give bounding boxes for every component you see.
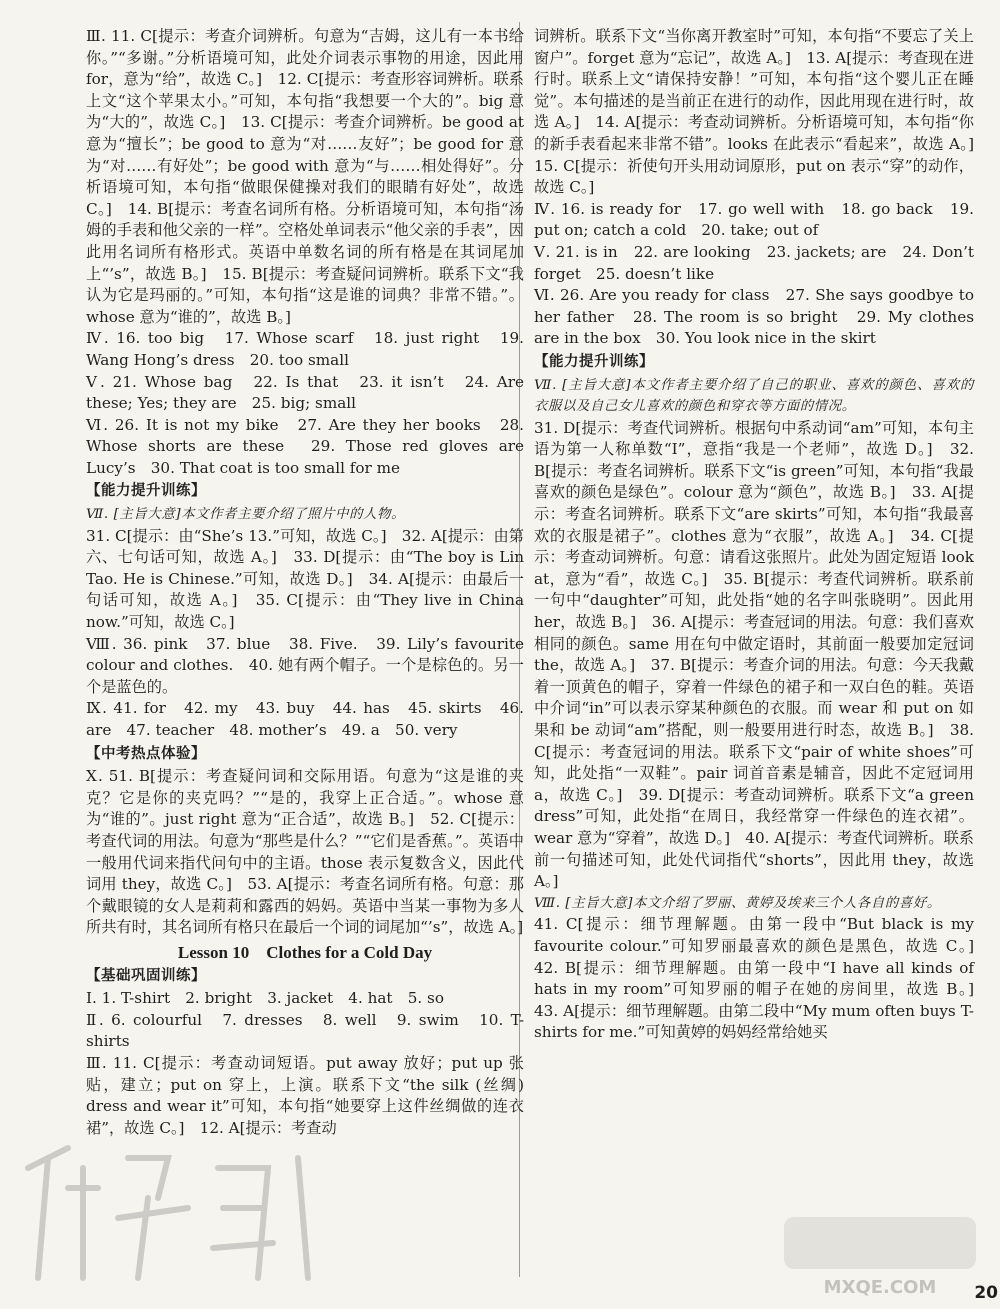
- answer-paragraph: Ⅰ. 1. T-shirt 2. bright 3. jacket 4. hat 5. so: [86, 989, 444, 1008]
- section-heading: 【基础巩固训练】: [86, 967, 206, 984]
- section-heading: 【中考热点体验】: [86, 745, 206, 762]
- answer-paragraph: 31. C[提示：由“She’s 13.”可知，故选 C。] 32. A[提示：由第六、七句话可知，故选 A。] 33. D[提示：由“The boy is Lin Tao. He is Chinese.”可知，故选 D。] 34. A[提示：由最后一句话可知，故选 A。] 35. C[提示：由“They live in China now.”可知，故选 C。]: [86, 526, 525, 632]
- handwriting-watermark-icon: [8, 1128, 338, 1288]
- answer-paragraph: Ⅹ. 51. B[提示：考查疑问词和交际用语。句意为“这是谁的夹克？它是你的夹克吗？”“是的，我穿上正合适。”。whose 意为“谁的”。just right 意为“正合适”，故选 B。] 52. C[提示：考查代词的用法。句意为“那些是什么？”“它们是香蕉。”。英语中一般用代词来指代问句中的主语。those 表示复数含义，因此代词用 they，故选 C。] 53. A[提示：考查名词所有格。句意：那个戴眼镜的女人是莉莉和露西的妈妈。英语中当某一事物为多人所共有时，其名词所有格只在最后一个词的词尾加“’s”，故选 A。]: [86, 767, 524, 937]
- answer-paragraph: Ⅲ. 11. C[提示：考查介词辨析。句意为“吉姆，这儿有一本书给你。”“多谢。”分析语境可知，此处介词表示事物的用途，因此用 for，意为“给”，故选 C。] 12. C[提示：考查形容词辨析。联系上文“这个苹果太小。”可知，本句指“我想要一个大的”。big 意为“大的”，故选 C。] 13. C[提示：考查介词辨析。be good at 意为“擅长”；be good to 意为“对……友好”；be good for 意为“对……有好处”；be good with 意为“与……相处得好”。分析语境可知，本句指“做眼保健操对我们的眼睛有好处”，故选 C。] 14. B[提示：考查名词所有格。分析语境可知，本句指“汤姆的手表和他父亲的一样”。空格处单词表示“他父亲的手表”，因此用名词所有格形式。英语中单数名词的所有格是在其词尾加上“’s”，故选 B。] 15. B[提示：考查疑问词辨析。联系下文“我认为它是玛丽的。”可知，本句指“这是谁的词典？非常不错。”。whose 意为“谁的”，故选 B。]: [86, 27, 524, 326]
- main-idea-paragraph: Ⅶ. [主旨大意]本文作者主要介绍了自己的职业、喜欢的颜色、喜欢的衣服以及自己女儿喜欢的颜色和穿衣等方面的情况。: [534, 377, 974, 415]
- section-heading: 【能力提升训练】: [86, 483, 206, 500]
- answer-paragraph: Ⅵ. 26. Are you ready for class 27. She says goodbye to her father 28. The room is so bright 29. My clothes are in the box 30. You look nice in the skirt: [534, 286, 974, 348]
- answer-paragraph: Ⅴ. 21. is in 22. are looking 23. jackets; are 24. Don’t forget 25. doesn’t like: [534, 242, 974, 283]
- answer-paragraph: 41. C[提示：细节理解题。由第一段中“But black is my favourite colour.”可知罗丽最喜欢的颜色是黑色，故选 C。] 42. B[提示：细节理解题。由第一段中“I have all kinds of hats in my room”可知罗丽的帽子在她的房间里，故选 B。] 43. A[提示：细节理解题。由第二段中“My mum often buys T-shirts for me.”可知黄婷的妈妈经常给她买: [534, 915, 990, 1042]
- main-idea-paragraph: Ⅷ. [主旨大意]本文介绍了罗丽、黄婷及埃来三个人各自的喜好。: [534, 895, 941, 911]
- answer-paragraph: Ⅳ. 16. is ready for 17. go well with 18. go back 19. put on; catch a cold 20. take; out of: [534, 199, 974, 240]
- answer-paragraph: 31. D[提示：考查代词辨析。根据句中系动词“am”可知，本句主语为第一人称单数“I”，意指“我是一个老师”，故选 D。] 32. B[提示：考查名词辨析。联系下文“is green”可知，本句指“我最喜欢的颜色是绿色”。colour 意为“颜色”，故选 B。] 33. A[提示：考查名词辨析。联系下文“are skirts”可知，本句指“我最喜欢的衣服是裙子”。clothes 意为“衣服”，故选 A。] 34. C[提示：考查动词辨析。句意：请看这张照片。此处为固定短语 look at，意为“看”，故选 C。] 35. B[提示：考查代词辨析。联系前一句中“daughter”可知，此处指“她的名字叫张晓明”。因此用 her，故选 B。] 36. A[提示：考查冠词的用法。句意：我们喜欢相同的颜色。same 用在句中做定语时，其前面一般要加定冠词 the，故选 A。] 37. B[提示：考查介词的用法。句意：今天我戴着一顶黄色的帽子，穿着一件绿色的裙子和一双白色的鞋。英语中介词“in”可以表示穿某种颜色的衣服。而 wear 和 put on 如果和 be 动词“am”搭配，则一般要用进行时态，故选 B。] 38. C[提示：考查冠词的用法。联系下文“pair of white shoes”可知，此处指“一双鞋”。pair 词首音素是辅音，因此不定冠词用 a，故选 C。] 39. D[提示：考查动词辨析。联系下文“a green dress”可知，此处指“在周日，我经常穿一件绿色的连衣裙”。wear 意为“穿着”，故选 D。] 40. A[提示：考查代词辨析。联系前一句描述可知，此处代词指代“shorts”，因此用 they，故选 A。]: [534, 418, 974, 891]
- lesson-title: Lesson 10 Clothes for a Cold Day: [177, 942, 433, 962]
- answer-paragraph: Ⅵ. 26. It is not my bike 27. Are they her books 28. Whose shorts are these 29. Those red gloves are Lucy’s 30. That coat is too small for me: [86, 415, 524, 477]
- answer-paragraph: Ⅱ. 6. colourful 7. dresses 8. well 9. swim 10. T-shirts: [86, 1010, 524, 1051]
- site-logo-icon: [780, 1211, 980, 1301]
- right-column: [534, 26, 990, 1044]
- answer-paragraph: Ⅸ. 41. for 42. my 43. buy 44. has 45. skirts 46. are 47. teacher 48. mother’s 49. a 50. very: [86, 699, 524, 739]
- answer-paragraph: Ⅳ. 16. too big 17. Whose scarf 18. just right 19. Wang Hong’s dress 20. too small: [86, 329, 524, 369]
- left-column: [86, 26, 524, 1139]
- svg-text:MXQE.COM: MXQE.COM: [823, 1277, 937, 1298]
- answer-paragraph: 词辨析。联系下文“当你离开教室时”可知，本句指“不要忘了关上窗户”。forget 意为“忘记”，故选 A。] 13. A[提示：考查现在进行时。联系上文“请保持安静！”可知，本句指“这个婴儿正在睡觉”。本句描述的是当前正在进行的动作，因此用现在进行时，故选 A。] 14. A[提示：考查动词辨析。分析语境可知，本句指“你的新手表看起来非常不错”。looks 在此表示“看起来”，故选 A。] 15. C[提示：祈使句开头用动词原形，put on 表示“穿”的动作，故选 C。]: [534, 27, 990, 197]
- answer-paragraph: Ⅲ. 11. C[提示：考查动词短语。put away 放好；put up 张贴，建立；put on 穿上，上演。联系下文“the silk (丝绸) dress and wear it”可知，本句指“她要穿上这件丝绸做的连衣裙”，故选 C。] 12. A[提示：考查动: [86, 1053, 524, 1137]
- answer-paragraph: Ⅴ. 21. Whose bag 22. Is that 23. it isn’t 24. Are these; Yes; they are 25. big; small: [86, 372, 524, 413]
- page-number: 20: [974, 1283, 998, 1303]
- answer-paragraph: Ⅷ. 36. pink 37. blue 38. Five. 39. Lily’s favourite colour and clothes. 40. 她有两个帽子。一个是棕色的。另一个是蓝色的。: [86, 634, 524, 696]
- section-heading: 【能力提升训练】: [534, 353, 654, 370]
- main-idea-paragraph: Ⅶ. [主旨大意]本文作者主要介绍了照片中的人物。: [86, 507, 406, 523]
